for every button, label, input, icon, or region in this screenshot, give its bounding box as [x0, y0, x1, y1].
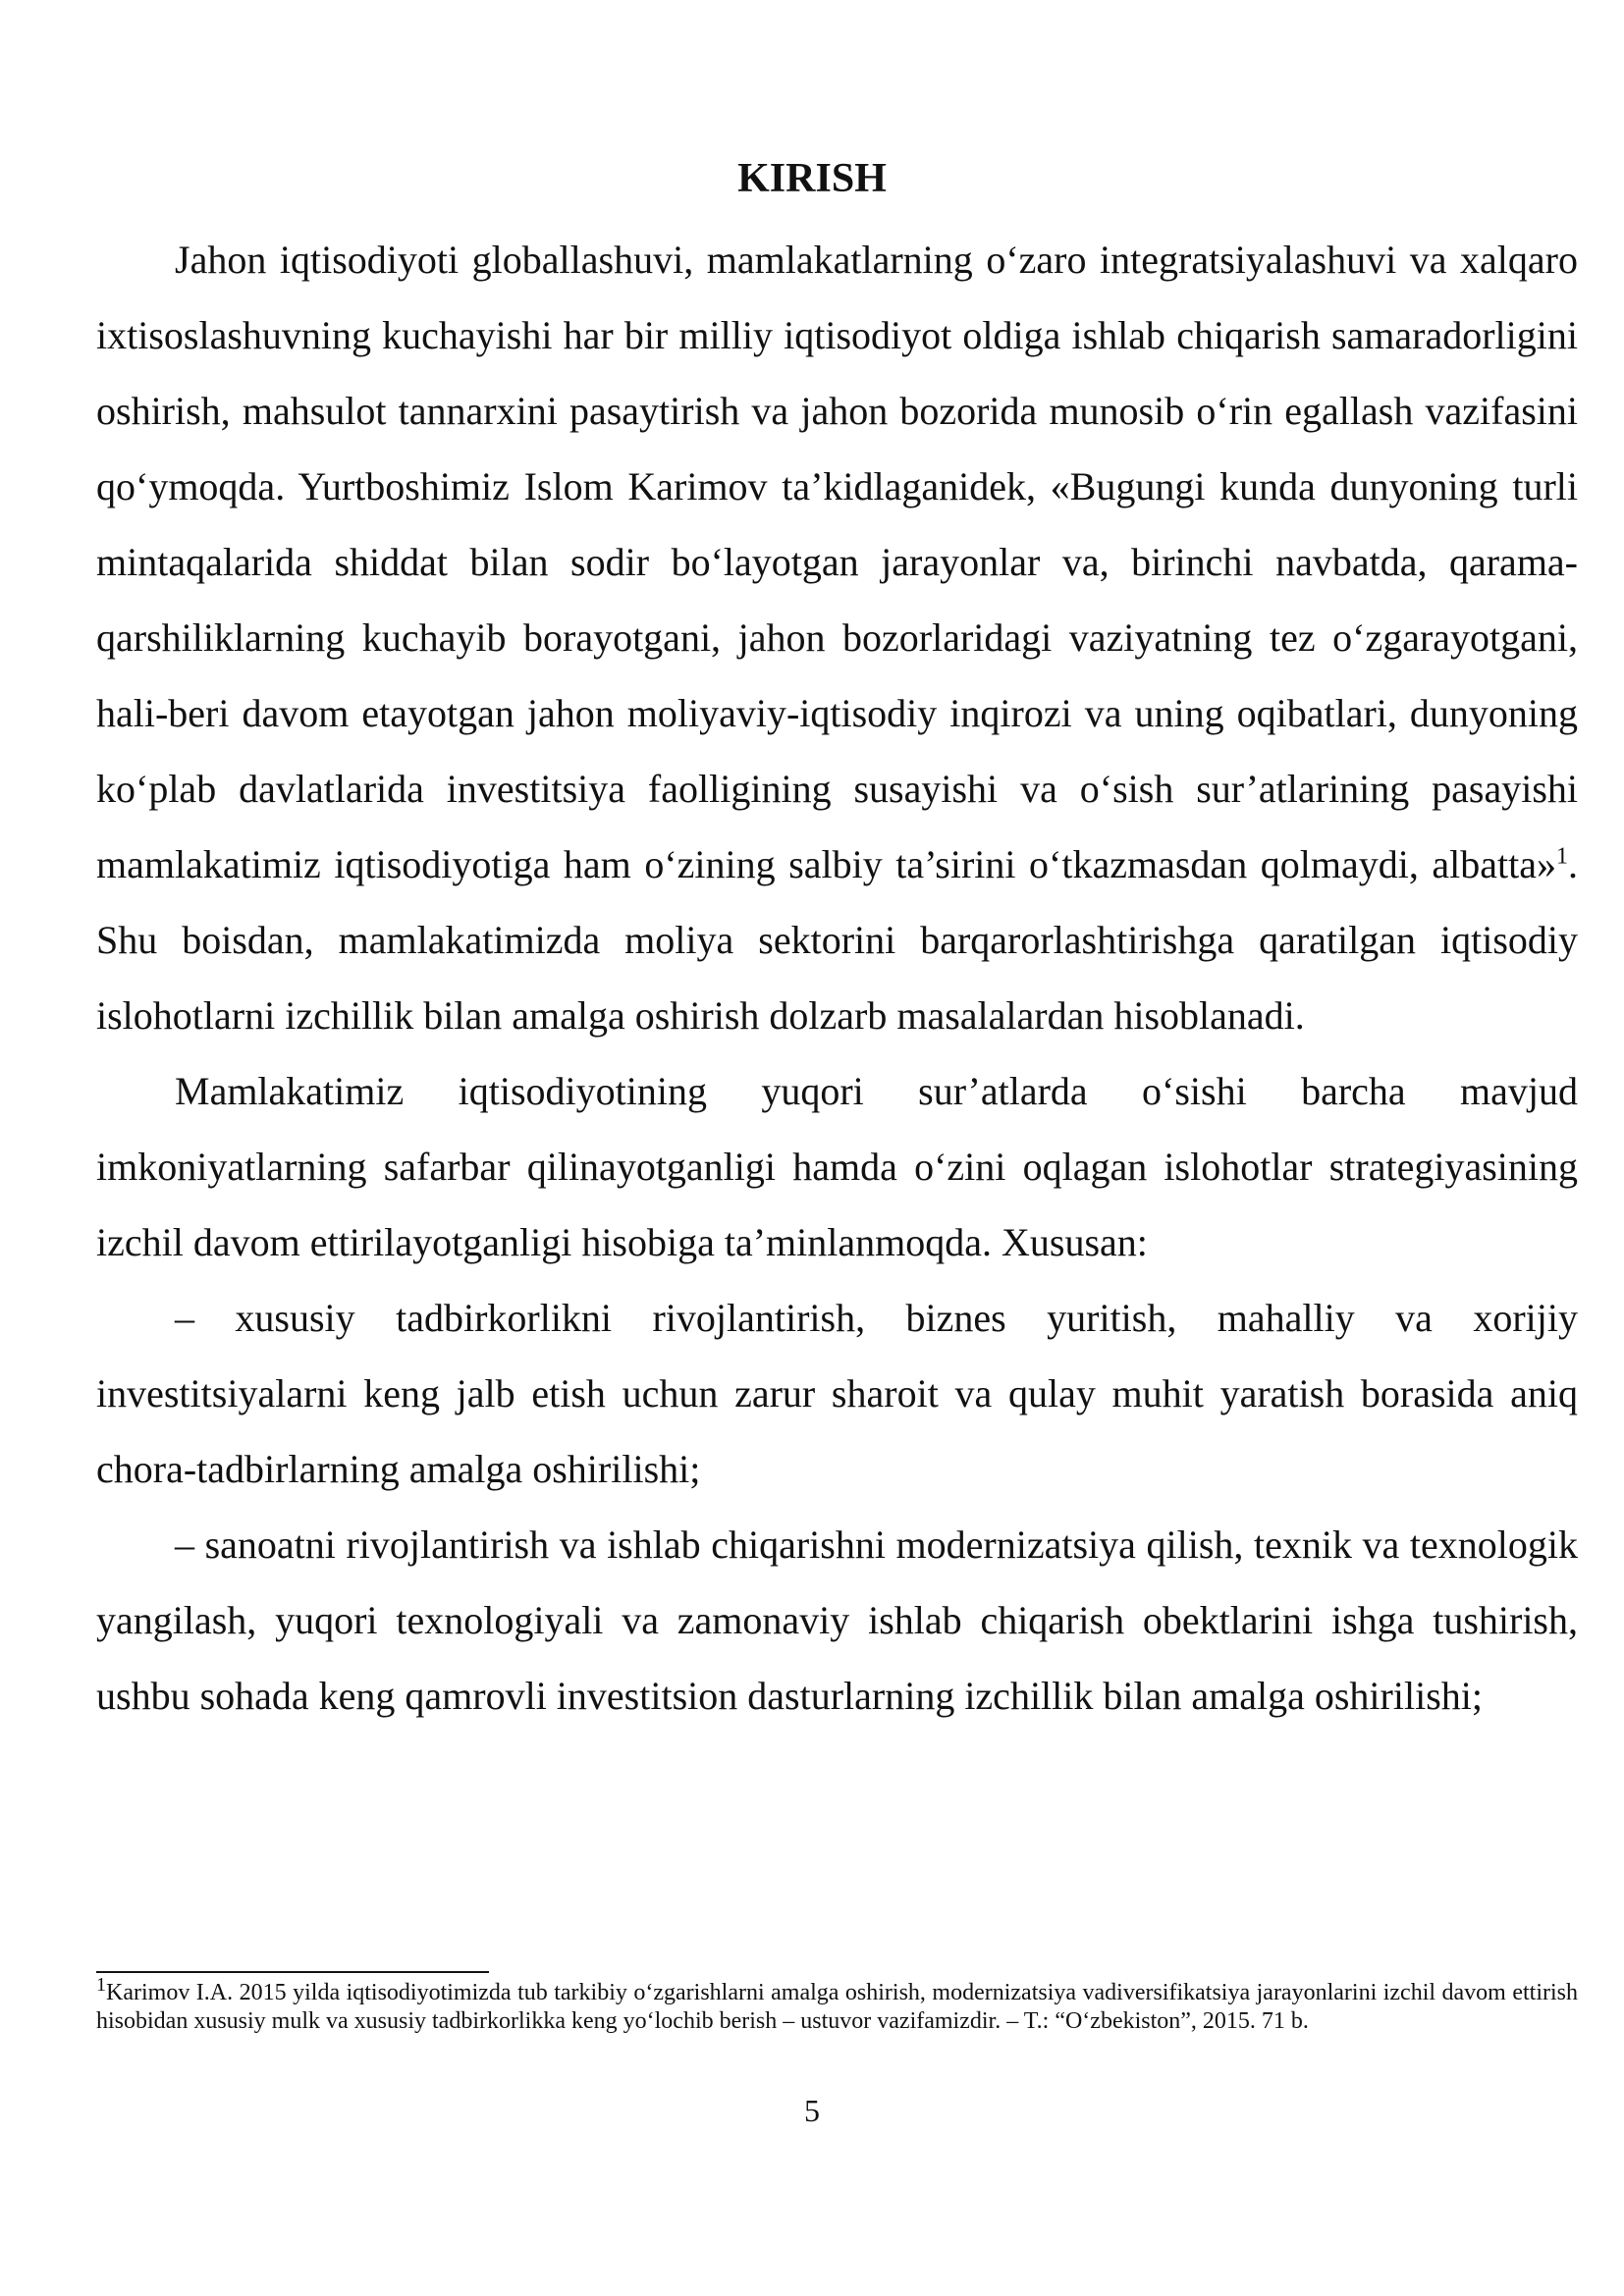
footnote-text: Karimov I.A. 2015 yilda iqtisodiyotimizda tub tarkibiy o‘zgarishlarni amalga oshirish, modernizatsiya vadiversifikatsiya jarayonlarini izchil davom ettirish hisobidan xususiy mulk va xususiy tadbirkorlikka keng yo‘lochib berish – ustuvor vazifamizdir. – T.: “O‘zbekiston”, 2015. 71 b. — [96, 1980, 1578, 2034]
paragraph-intro — [96, 222, 1578, 1053]
list-item-industry: – sanoatni rivojlantirish va ishlab chiqarishni modernizatsiya qilish, texnik va texnologik yangilash, yuqori texnologiyali va zamonaviy ishlab chiqarish obektlarini ishga tushirish, ushbu sohada keng qamrovli investitsion dasturlarning izchillik bilan amalga oshirilishi; — [96, 1522, 1578, 1718]
footnote-reference: 1 — [1556, 843, 1568, 870]
footnote — [96, 1974, 1578, 2036]
footnote-separator — [96, 1971, 489, 1973]
section-heading: KIRISH — [737, 156, 887, 201]
paragraph-growth: Mamlakatimiz iqtisodiyotining yuqori sur’atlarda o‘sishi barcha mavjud imkoniyatlarning safarbar qilinayotganligi hamda o‘zini oqlagan islohotlar strategiyasining izchil davom ettirilayotganligi hisobiga ta’minlanmoqda. Xususan: — [96, 1069, 1578, 1264]
paragraph-intro-continuation: . Shu boisdan, mamlakatimizda moliya sektorini barqarorlashtirishga qaratilgan iqtisodiy islohotlarni izchillik bilan amalga oshirish dolzarb masalalardan hisoblanadi. — [96, 842, 1578, 1038]
paragraph-intro-text: Jahon iqtisodiyoti globallashuvi, mamlakatlarning o‘zaro integratsiyalashuvi va xalqaro ixtisoslashuvning kuchayishi har bir milliy iqtisodiyot oldiga ishlab chiqarish samaradorligini oshirish, mahsulot tannarxini pasaytirish va jahon bozorida munosib o‘rin egallash vazifasini qo‘ymoqda. Yurtboshimiz Islom Karimov ta’kidlaganidek, «Bugungi kunda dunyoning turli mintaqalarida shiddat bilan sodir bo‘layotgan jarayonlar va, birinchi navbatda, qarama-qarshiliklarning kuchayib borayotgani, jahon bozorlaridagi vaziyatning tez o‘zgarayotgani, hali-beri davom etayotgan jahon moliyaviy-iqtisodiy inqirozi va uning oqibatlari, dunyoning ko‘plab davlatlarida investitsiya faolligining susayishi va o‘sish sur’atlarining pasayishi mamlakatimiz iqtisodiyotiga ham o‘zining salbiy ta’sirini o‘tkazmasdan qolmaydi, albatta» — [96, 238, 1578, 886]
page-number: 5 — [804, 2093, 820, 2128]
body-text — [96, 222, 1578, 1734]
list-item-entrepreneurship: – xususiy tadbirkorlikni rivojlantirish, biznes yuritish, mahalliy va xorijiy investitsiyalarni keng jalb etish uchun zarur sharoit va qulay muhit yaratish borasida aniq chora-tadbirlarning amalga oshirilishi; — [96, 1296, 1578, 1491]
footnote-number: 1 — [96, 1974, 106, 1996]
